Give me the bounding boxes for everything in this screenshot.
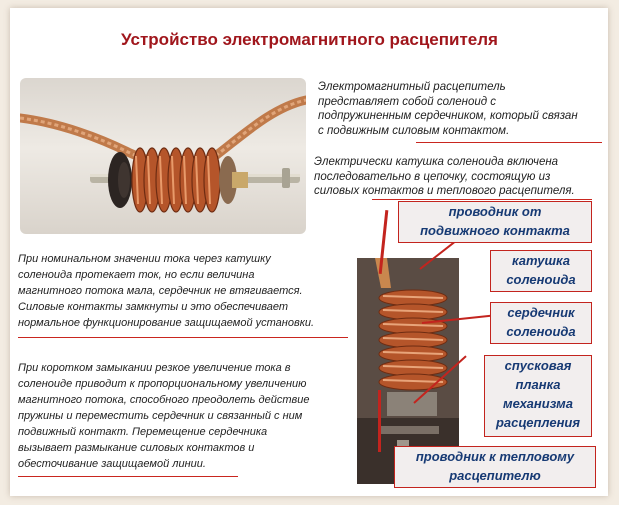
callout-line: подвижного контакта [420,223,570,238]
intro-line: с подвижным силовым контактом. [318,124,510,137]
callout-line: планка [515,377,561,392]
shortcircuit-underline [18,476,238,477]
shortcircuit-line: обесточивание защищаемой линии. [18,458,206,470]
shortcircuit-line: магнитного потока, способного преодолеть действие [18,394,310,406]
callout-solenoid-core [490,302,592,344]
callout-line: механизма [502,396,574,411]
nominal-line: соленоида протекает ток, но если величина [18,269,255,281]
callout-line: катушка [512,253,570,268]
shortcircuit-line: соленоиде приводит к пропорциональному увеличению [18,378,307,390]
circuit-text [314,155,608,199]
intro-line: подпружиненным сердечником, который связан [318,110,578,122]
circuit-underline [372,199,592,200]
lead-line [378,390,381,452]
shortcircuit-line: подвижный контакт. Перемещение сердечника [18,426,268,438]
page-title: Устройство электромагнитного расцепителя [121,30,498,49]
solenoid-photo [20,78,306,234]
callout-line: расцепления [495,415,581,430]
callout-line: соленоида [506,324,576,339]
callout-line: проводник к тепловому [415,449,575,464]
callout-moving-contact-conductor [398,201,592,243]
circuit-line: последовательно в цепочку, состоящую из [314,170,551,183]
intro-text [318,80,608,138]
intro-line: Электромагнитный расцепитель [318,81,506,93]
circuit-line: силовых контактов и теплового расцепителя. [314,185,575,197]
intro-line: представляет собой соленоид с [318,95,497,108]
nominal-line: Силовые контакты замкнуты и это обеспечивает [18,301,288,313]
callout-trip-bar [484,355,592,437]
nominal-line: магнитного потока мала, сердечник не втягивается. [18,285,303,297]
nominal-underline [18,337,348,338]
circuit-line: Электрически катушка соленоида включена [314,156,559,168]
shortcircuit-line: вызывает размыкание силовых контактов и [18,442,255,454]
callout-thermal-release-conductor [394,446,596,488]
callout-solenoid-coil [490,250,592,292]
nominal-text [18,251,358,331]
shortcircuit-line: При коротком замыкании резкое увеличение тока в [18,362,291,374]
callout-line: сердечник [507,305,575,320]
nominal-line: При номинальном значении тока через катушку [18,253,271,265]
callout-line: соленоида [506,272,576,287]
callout-line: расцепителю [449,468,541,483]
shortcircuit-line: пружины и переместить сердечник и связанный с ним [18,410,303,422]
solenoid-illustration [20,78,306,234]
intro-underline [416,142,602,143]
nominal-line: нормальное функционирование защищаемой установки. [18,317,315,329]
callout-line: проводник от [448,204,542,219]
callout-line: спусковая [504,358,572,373]
shortcircuit-text [18,360,358,472]
